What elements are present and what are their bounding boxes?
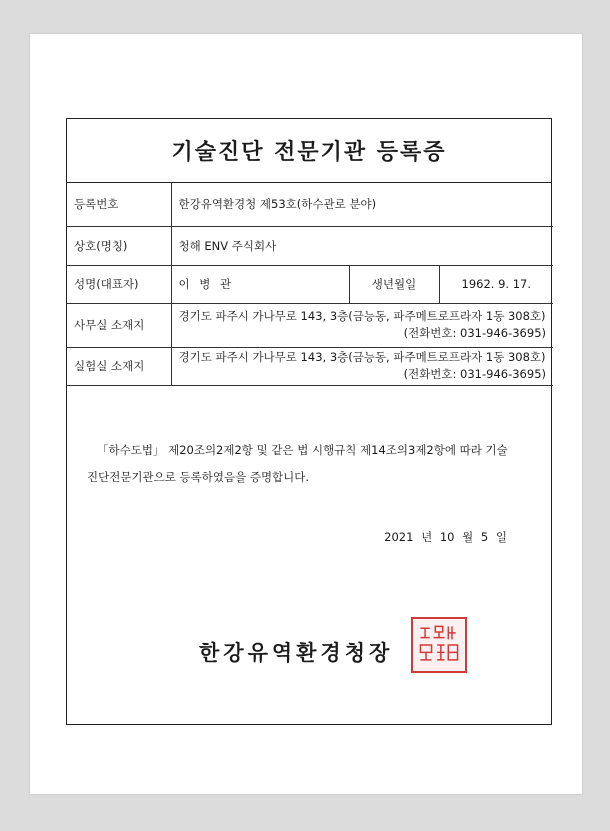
lab-address-cell <box>171 347 553 385</box>
table-row <box>67 303 553 347</box>
registration-info-table <box>67 183 553 386</box>
lab-phone: (전화번호: 031-946-3695) <box>403 367 546 381</box>
official-seal-icon <box>411 617 467 673</box>
statement-line: 「하수도법」 제20조의2제2항 및 같은 법 시행규칙 제14조의3제2항에 따라 기술 <box>97 443 508 457</box>
office-address-cell <box>171 303 553 347</box>
office-phone: (전화번호: 031-946-3695) <box>403 326 546 340</box>
field-label: 사무실 소재지 <box>67 303 171 347</box>
seal-graphic <box>413 619 465 671</box>
table-row <box>67 226 553 265</box>
table-row <box>67 347 553 385</box>
field-label: 상호(명칭) <box>67 226 171 265</box>
office-address: 경기도 파주시 가나무로 143, 3층(금능동, 파주메트로프라자 1동 308호) <box>178 309 546 323</box>
table-row <box>67 265 553 303</box>
certification-statement <box>87 437 537 491</box>
registration-number-value: 한강유역환경청 제53호(하수관로 분야) <box>171 183 553 226</box>
table-row <box>67 183 553 226</box>
document-page <box>30 34 582 794</box>
field-label: 등록번호 <box>67 183 171 226</box>
certificate-frame <box>66 118 552 725</box>
representative-name-value: 이 병 관 <box>171 265 349 303</box>
company-name-value: 청해 ENV 주식회사 <box>171 226 553 265</box>
statement-line: 진단전문기관으로 등록하였음을 증명합니다. <box>87 470 310 484</box>
issuer-name: 한강유역환경청장 <box>199 641 394 665</box>
birthdate-value: 1962. 9. 17. <box>439 265 553 303</box>
field-label: 성명(대표자) <box>67 265 171 303</box>
lab-address: 경기도 파주시 가나무로 143, 3층(금능동, 파주메트로프라자 1동 308호) <box>178 350 546 364</box>
birthdate-label: 생년월일 <box>349 265 439 303</box>
issue-date: 2021 년 10 월 5 일 <box>384 530 507 544</box>
document-title: 기술진단 전문기관 등록증 <box>67 119 551 183</box>
field-label: 실험실 소재지 <box>67 347 171 385</box>
